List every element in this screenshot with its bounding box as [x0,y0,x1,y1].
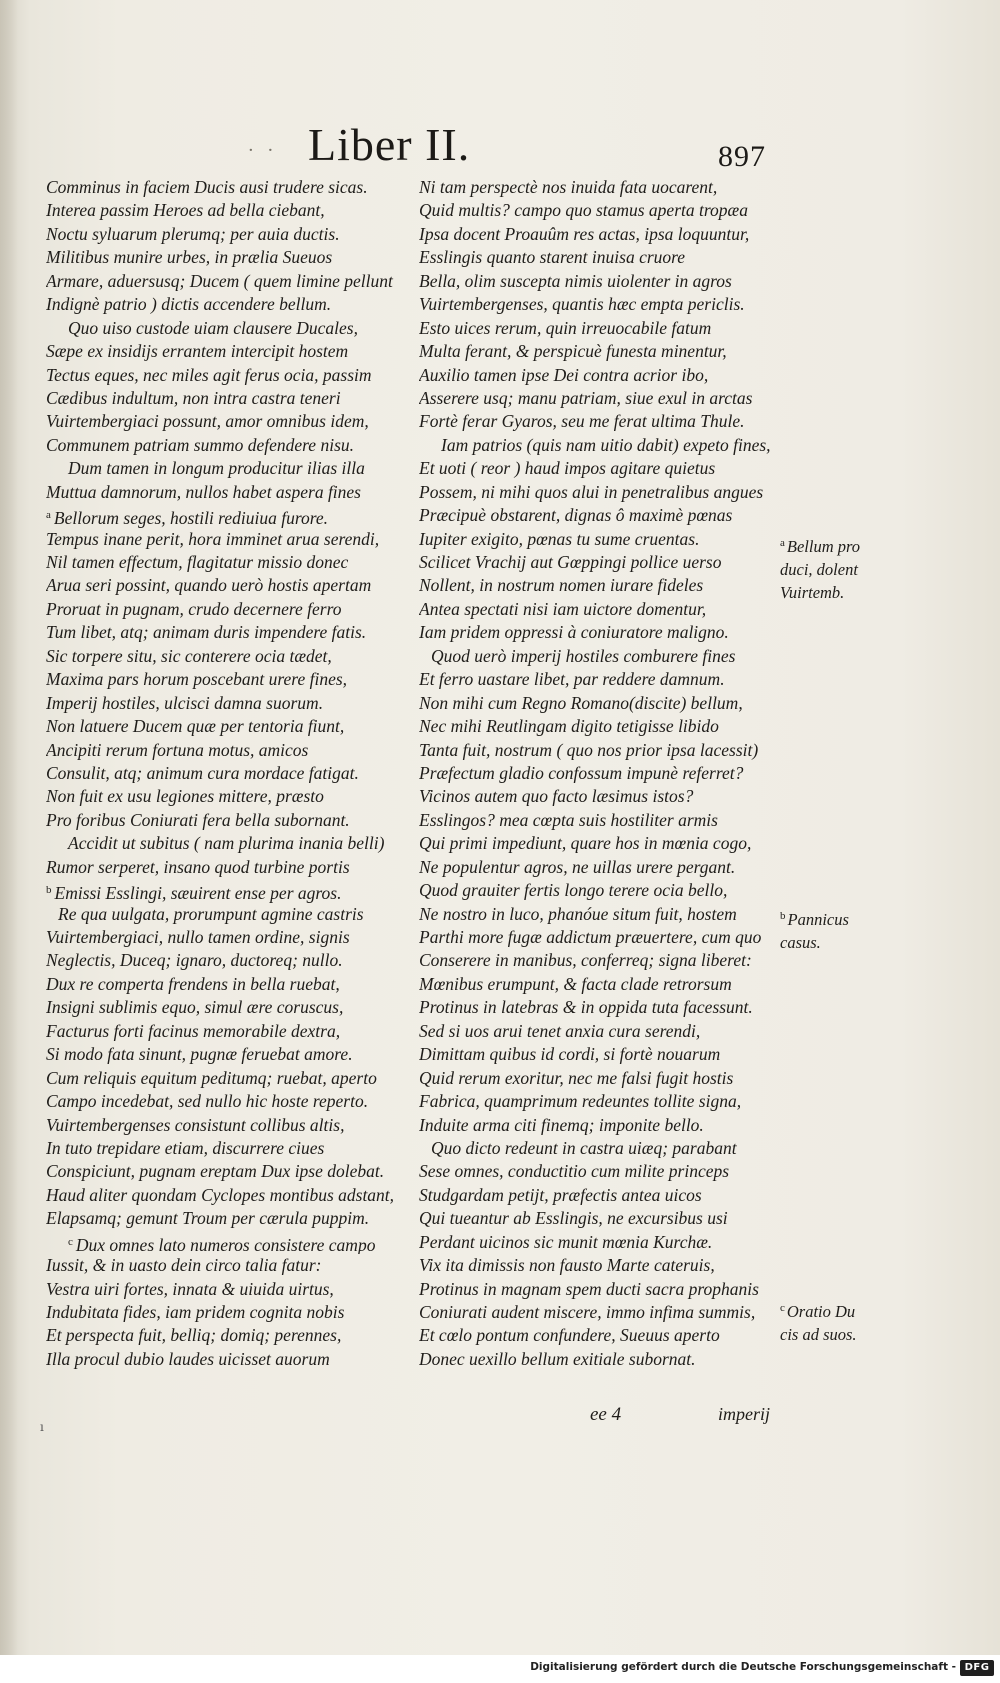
text-line [419,1160,779,1183]
line-text: Accidit ut subitus ( nam plurima inania belli) [68,833,385,854]
line-text: Bella, olim suscepta nimis uiolenter in agros [419,270,732,291]
line-text: Esto uices rerum, quin irreuocabile fatum [419,317,712,338]
text-line [46,551,411,574]
line-text: Rumor serperet, insano quod turbine portis [46,856,350,877]
line-text: Indignè patrio ) dictis accendere bellum. [46,294,332,315]
text-line [46,199,411,222]
text-line [46,1348,411,1371]
text-line [46,1184,411,1207]
margin-note-line: Vuirtemb. [780,583,845,602]
text-line [419,739,779,762]
line-text: Haud aliter quondam Cyclopes montibus adstant, [46,1184,395,1205]
line-text: Sic torpere situ, sic conterere ocia tædet, [46,645,332,666]
line-text: Sed si uos arui tenet anxia cura serendi, [419,1020,701,1041]
text-line [419,457,779,480]
text-line [419,715,779,738]
line-text: Qui primi impediunt, quare hos in mœnia cogo, [419,833,752,854]
line-text: Ipsa docent Proauûm res actas, ipsa loquuntur, [419,223,750,244]
text-line [46,645,411,668]
text-line [46,387,411,410]
line-text: Noctu syluarum plerumq; per auia ductis. [46,223,340,244]
catchword: imperij [718,1404,770,1424]
line-text: Quod grauiter fertis longo terere ocia bello, [419,880,728,901]
line-text: Sese omnes, conductitio cum milite princeps [419,1161,730,1182]
line-text: Dum tamen in longum producitur ilias illa [68,458,365,479]
line-text: Quod uerò imperij hostiles comburere fines [431,645,736,666]
line-text: Ne nostro in luco, phanóue situm fuit, hostem [419,903,737,924]
line-text: Vicinos autem quo facto læsimus istos? [419,786,694,807]
text-line [46,1254,411,1277]
text-line [46,1020,411,1043]
text-line [46,879,411,902]
text-line [46,692,411,715]
note-mark: c [68,1235,73,1248]
text-line [419,1207,779,1230]
text-line [419,1254,779,1277]
text-line [419,1067,779,1090]
text-line [419,481,779,504]
margin-note-line: cis ad suos. [780,1325,857,1344]
line-text: Elapsamq; gemunt Troum per cærula puppim. [46,1208,370,1229]
text-line [419,246,779,269]
text-line [419,1137,779,1160]
line-text: Emissi Esslingi, sæuirent ense per agros. [54,883,342,903]
line-text: Ne populentur agros, ne uillas urere pergant. [419,856,736,877]
note-mark: b [780,910,786,922]
text-line [419,973,779,996]
text-line [46,668,411,691]
line-text: Quo uiso custode uiam clausere Ducales, [68,317,358,338]
text-line [46,1114,411,1137]
line-text: Scilicet Vrachij aut Gœppingi pollice uerso [419,552,722,572]
text-line [419,1020,779,1043]
line-text: Possem, ni mihi quos alui in penetralibus angues [419,481,764,502]
line-text: Induite arma citi finemq; imponite bello. [419,1114,704,1135]
line-text: Nil tamen effectum, flagitatur missio donec [46,552,349,572]
text-line [46,809,411,832]
line-text: Illa procul dubio laudes uicisset auorum [46,1348,330,1369]
line-text: Imperij hostiles, ulcisci damna suorum. [46,692,324,713]
text-line [46,903,411,926]
line-text: Quid rerum exoritur, nec me falsi fugit hostis [419,1067,734,1088]
text-line [419,1090,779,1113]
line-text: Mœnibus erumpunt, & facta clade retrorsum [419,973,732,994]
head-ornament: · · [248,140,278,161]
text-line [419,856,779,879]
text-line [46,457,411,480]
text-line [46,715,411,738]
line-text: Esslingis quanto starent inuisa cruore [419,247,686,268]
text-line [46,293,411,316]
line-text: Ancipiti rerum fortuna motus, amicos [46,739,309,760]
line-text: Proruat in pugnam, crudo decernere ferro [46,598,342,619]
text-line [46,926,411,949]
text-line [419,809,779,832]
text-line [419,762,779,785]
text-line [46,762,411,785]
line-text: Qui tueantur ab Esslingis, ne excursibus usi [419,1208,728,1229]
text-line [419,340,779,363]
line-text: Et perspecta fuit, belliq; domiq; perennes, [46,1325,342,1346]
text-line [419,926,779,949]
text-line [419,410,779,433]
page-gutter-shadow [0,0,18,1655]
line-text: Muttua damnorum, nullos habet aspera fines [46,481,361,502]
text-line [46,1301,411,1324]
line-text: Protinus in latebras & in oppida tuta facessunt. [419,997,753,1018]
line-text: Vestra uiri fortes, innata & uiuida uirtus, [46,1278,334,1299]
text-line [419,364,779,387]
line-text: Nollent, in nostrum nomen iurare fideles [419,575,704,596]
line-text: Si modo fata sinunt, pugnæ feruebat amore. [46,1044,353,1065]
text-line [419,1348,779,1371]
line-text: Dimittam quibus id cordi, si fortè nouarum [419,1044,721,1065]
text-line [419,621,779,644]
text-line [46,528,411,551]
text-line [46,1043,411,1066]
line-text: Comminus in faciem Ducis ausi trudere sicas. [46,177,368,197]
text-line [46,270,411,293]
line-text: Maxima pars horum poscebant urere fines, [46,669,348,690]
line-text: Esslingos? mea cœpta suis hostiliter armis [419,809,718,830]
line-text: Interea passim Heroes ad bella ciebant, [46,200,325,221]
text-line [419,504,779,527]
margin-note-line: Oratio Du [786,1302,856,1321]
line-text: Militibus munire urbes, in prælia Sueuos [46,247,333,268]
text-line [419,1114,779,1137]
text-line [419,668,779,691]
text-line [46,246,411,269]
line-text: Iam patrios (quis nam uitio dabit) expeto fines, [441,434,771,455]
text-line [46,621,411,644]
text-line [419,528,779,551]
text-line [419,1231,779,1254]
line-text: Consulit, atq; animum cura mordace fatigat. [46,762,359,783]
line-text: Vuirtembergiaci possunt, amor omnibus idem, [46,411,369,432]
text-line [46,1231,411,1254]
line-text: Armare, aduersusq; Ducem ( quem limine pellunt [46,270,393,291]
line-text: Tum libet, atq; animam duris impendere fatis. [46,622,367,643]
line-text: Præfectum gladio confossum impunè referret? [419,762,744,783]
text-line [419,270,779,293]
line-text: Asserere usq; manu patriam, siue exul in arctas [419,387,753,408]
text-line [419,598,779,621]
margin-note-c [780,1297,890,1346]
text-line [46,1067,411,1090]
note-mark: a [780,537,785,549]
line-text: Re qua uulgata, prorumpunt agmine castris [58,903,364,924]
line-text: Vuirtembergiaci, nullo tamen ordine, signis [46,927,350,947]
line-text: Protinus in magnam spem ducti sacra prophanis [419,1278,759,1299]
text-line [419,434,779,457]
digitization-footer [0,1655,1000,1683]
note-mark: a [46,509,51,522]
text-line [419,879,779,902]
text-line [46,223,411,246]
text-line [419,1324,779,1347]
text-line [46,1090,411,1113]
stray-mark: ı [40,1420,44,1434]
line-text: Perdant uicinos sic munit mœnia Kurchæ. [419,1231,713,1252]
line-text: Vix ita dimissis non fausto Marte cateruis, [419,1255,715,1276]
text-line [419,949,779,972]
line-text: Cum reliquis equitum peditumq; ruebat, aperto [46,1067,377,1088]
line-text: Et ferro uastare libet, par reddere damnum. [419,669,725,690]
line-text: Non mihi cum Regno Romano(discite) bellum, [419,692,743,713]
line-text: Iussit, & in uasto dein circo talia fatur: [46,1255,322,1276]
text-line [46,973,411,996]
line-text: Bellorum seges, hostili rediuiua furore. [53,508,329,528]
line-text: In tuto trepidare etiam, discurrere ciues [46,1137,325,1158]
text-line [46,504,411,527]
left-text-column [46,176,411,1371]
text-line [419,1278,779,1301]
text-line [46,1137,411,1160]
line-text: Sæpe ex insidijs errantem intercipit hostem [46,341,349,362]
text-line [419,1043,779,1066]
line-text: Auxilio tamen ipse Dei contra acrior ibo, [419,364,709,385]
text-line [419,903,779,926]
line-text: Insigni sublimis equo, simul ære coruscus, [46,997,344,1018]
text-line [46,785,411,808]
line-text: Quo dicto redeunt in castra uiæq; parabant [431,1137,737,1158]
margin-note-line: Pannicus [787,910,849,929]
margin-note-line: casus. [780,933,821,952]
text-line [419,645,779,668]
line-text: Et cœlo pontum confundere, Sueuus aperto [419,1325,720,1346]
text-line [419,551,779,574]
line-text: Pro foribus Coniurati fera bella subornant. [46,809,350,830]
dfg-logo: DFG [960,1660,994,1676]
text-line [46,949,411,972]
page-number: 897 [718,140,766,173]
text-line [419,574,779,597]
text-line [46,410,411,433]
text-line [46,574,411,597]
line-text: Antea spectati nisi iam uictore domentur, [419,598,707,619]
line-text: Cædibus indultum, non intra castra teneri [46,387,341,408]
note-mark: b [46,884,52,897]
text-line [419,223,779,246]
line-text: Tectus eques, nec miles agit ferus ocia, passim [46,364,372,385]
text-line [46,739,411,762]
line-text: Tempus inane perit, hora imminet arua serendi, [46,528,380,549]
text-line [419,176,779,199]
text-line [46,1160,411,1183]
line-text: Dux omnes lato numeros consistere campo [75,1234,376,1255]
line-text: Neglectis, Duceq; ignaro, ductoreq; nullo. [46,950,343,971]
funding-credit: Digitalisierung gefördert durch die Deutsche Forschungsgemeinschaft - [530,1661,956,1673]
text-line [46,340,411,363]
text-line [46,832,411,855]
line-text: Multa ferant, & perspicuè funesta minentur, [419,341,727,362]
line-text: Quid multis? campo quo stamus aperta tropæa [419,200,748,221]
line-text: Iupiter exigito, pœnas tu sume cruentas. [419,528,700,549]
line-text: Dux re comperta frendens in bella ruebat, [46,973,340,994]
line-text: Nec mihi Reutlingam digito tetigisse libido [419,716,719,737]
line-text: Studgardam petijt, præfectis antea uicos [419,1184,702,1205]
line-text: Iam pridem oppressi à coniuratore maligno. [419,622,729,643]
text-line [419,692,779,715]
line-text: Communem patriam summo defendere nisu. [46,434,355,455]
note-mark: c [780,1302,785,1314]
text-line [46,364,411,387]
margin-note-line: Bellum pro [786,537,861,556]
line-text: Coniurati audent miscere, immo infima summis, [419,1302,756,1322]
text-line [419,387,779,410]
line-text: Indubitata fides, iam pridem cognita nobis [46,1302,345,1322]
line-text: Tanta fuit, nostrum ( quo nos prior ipsa lacessit) [419,739,759,760]
line-text: Parthi more fugæ addictum præuertere, cum quo [419,927,762,947]
text-line [46,856,411,879]
text-line [419,293,779,316]
line-text: Vuirtembergenses consistunt collibus altis, [46,1114,345,1135]
text-line [419,785,779,808]
running-title: Liber II. [308,119,471,170]
text-line [46,598,411,621]
text-line [46,317,411,340]
line-text: Præcipuè obstarent, dignas ô maximè pœnas [419,505,733,526]
line-text: Vuirtembergenses, quantis hæc empta periclis. [419,294,745,315]
line-text: Fabrica, quamprimum redeuntes tollite signa, [419,1091,742,1112]
margin-note-b [780,905,890,954]
text-line [419,996,779,1019]
text-line [419,1184,779,1207]
line-text: Non latuere Ducem quæ per tentoria fiunt, [46,716,345,737]
line-text: Et uoti ( reor ) haud impos agitare quietus [419,458,716,479]
signature-mark: ee 4 [590,1404,622,1425]
line-text: Campo incedebat, sed nullo hic hoste reperto. [46,1091,369,1112]
right-text-column [419,176,779,1371]
text-line [46,481,411,504]
line-text: Non fuit ex usu legiones mittere, præsto [46,786,324,807]
line-text: Ni tam perspectè nos inuida fata uocarent, [419,177,718,197]
line-text: Conserere in manibus, conferreq; signa liberet: [419,950,752,971]
text-line [46,176,411,199]
text-line [419,832,779,855]
margin-note-a [780,532,890,604]
line-text: Arua seri possint, quando uerò hostis apertam [46,575,372,596]
text-line [46,1324,411,1347]
text-line [46,1207,411,1230]
line-text: Conspiciunt, pugnam ereptam Dux ipse dolebat. [46,1161,385,1182]
line-text: Fortè ferar Gyaros, seu me ferat ultima Thule. [419,411,745,432]
line-text: Donec uexillo bellum exitiale subornat. [419,1348,696,1369]
text-line [419,1301,779,1324]
line-text: Facturus forti facinus memorabile dextra, [46,1020,341,1041]
text-line [46,1278,411,1301]
text-line [46,996,411,1019]
margin-note-line: duci, dolent [780,560,858,579]
text-line [419,317,779,340]
text-line [419,199,779,222]
text-line [46,434,411,457]
